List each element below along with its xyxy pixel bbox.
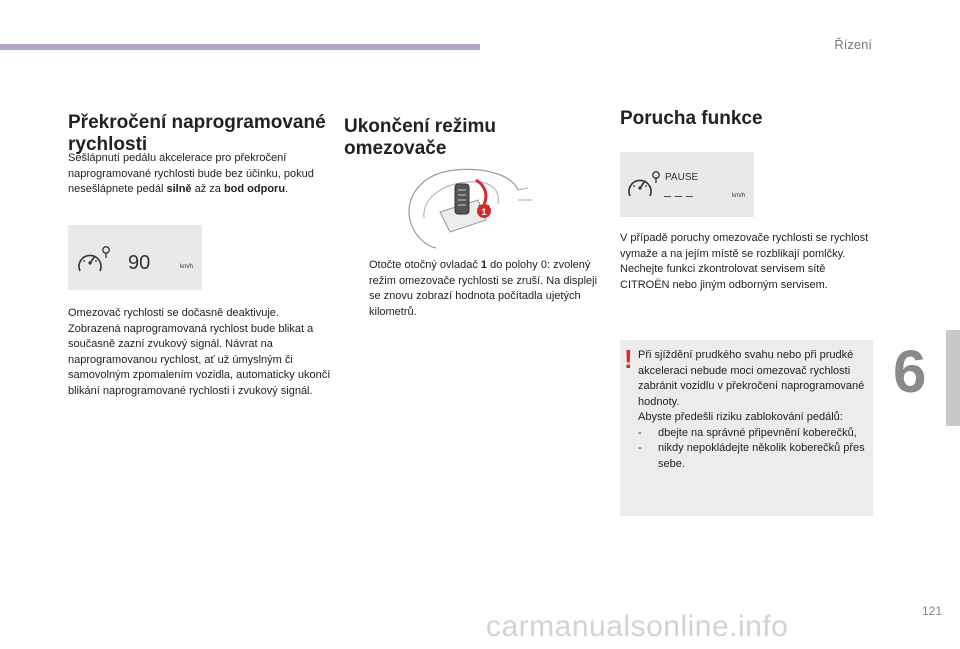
bullet-icon (344, 258, 369, 320)
speed-unit: km/h (180, 264, 194, 270)
warning-icon: ! (624, 344, 633, 374)
paragraph-deactivation: Omezovač rychlosti se dočasně deaktivuje. Zobrazená naprogramovaná rychlost bude blikat a současně zazní zvukový signál. Návrat na naprogramovanou rychlost, ať už úmyslným či samovolným zpomalením vozidla, automaticky ukončí blikání naprogramované rychlosti i zvukový signál. (68, 307, 331, 397)
speed-display-panel (68, 225, 202, 290)
warning-advice: Abyste předešli riziku zablokování pedálů: (638, 411, 843, 423)
speed-value: 90 (128, 252, 151, 274)
chapter-number: 6 (893, 338, 927, 405)
speed-dashes: – – – (664, 188, 693, 203)
page-number: 121 (921, 604, 942, 618)
watermark: carmanualsonline.info (486, 610, 789, 643)
warning-intro: Při sjíždění prudkého svahu nebo při prudké akceleraci nebude moci omezovač rychlosti zabránit vozidlu v překročení naprogramované hodnoty. (638, 349, 865, 408)
speedometer-icon (620, 152, 754, 217)
speedometer-icon (68, 225, 202, 290)
heading-malfunction: Porucha funkce (620, 108, 763, 129)
list-item: - dbejte na správné připevnění koberečků, (638, 426, 857, 439)
warning-box (620, 340, 873, 516)
pause-display-panel (620, 152, 754, 217)
instruction-text: Otočte otočný ovladač 1 do polohy 0: zvolený režim omezovače rychlosti se zruší. Na displeji se znovu zobrazí hodnota počítadla ujetých kilometrů. (369, 259, 598, 318)
chapter-tab (946, 330, 960, 426)
list-item: - nikdy nepokládejte několik koberečků přes sebe. (638, 442, 865, 470)
paragraph-exceed: Sešlápnutí pedálu akcelerace pro překročení naprogramované rychlosti bude bez účinku, pokud nesešlápnete pedál silně až za bod odporu. (68, 152, 314, 195)
speed-unit: km/h (732, 193, 746, 199)
steering-wheel-illustration (400, 160, 535, 255)
pause-label: PAUSE (665, 172, 699, 183)
header-bar (0, 44, 480, 50)
warning-text (638, 348, 870, 472)
callout-1: 1 (481, 207, 487, 217)
heading-end-limiter: Ukončení režimu omezovače (344, 116, 497, 159)
paragraph-malfunction: V případě poruchy omezovače rychlosti se rychlost vymaže a na jejím místě se rozblikají pomlčky. Nechejte funkci zkontrolovat servisem sítě CITROËN nebo jiným odborným servisem. (620, 232, 869, 291)
instruction-item (344, 258, 599, 320)
heading-exceeding-speed: Překročení naprogramované rychlosti (68, 112, 326, 155)
section-title: Řízení (834, 37, 872, 52)
